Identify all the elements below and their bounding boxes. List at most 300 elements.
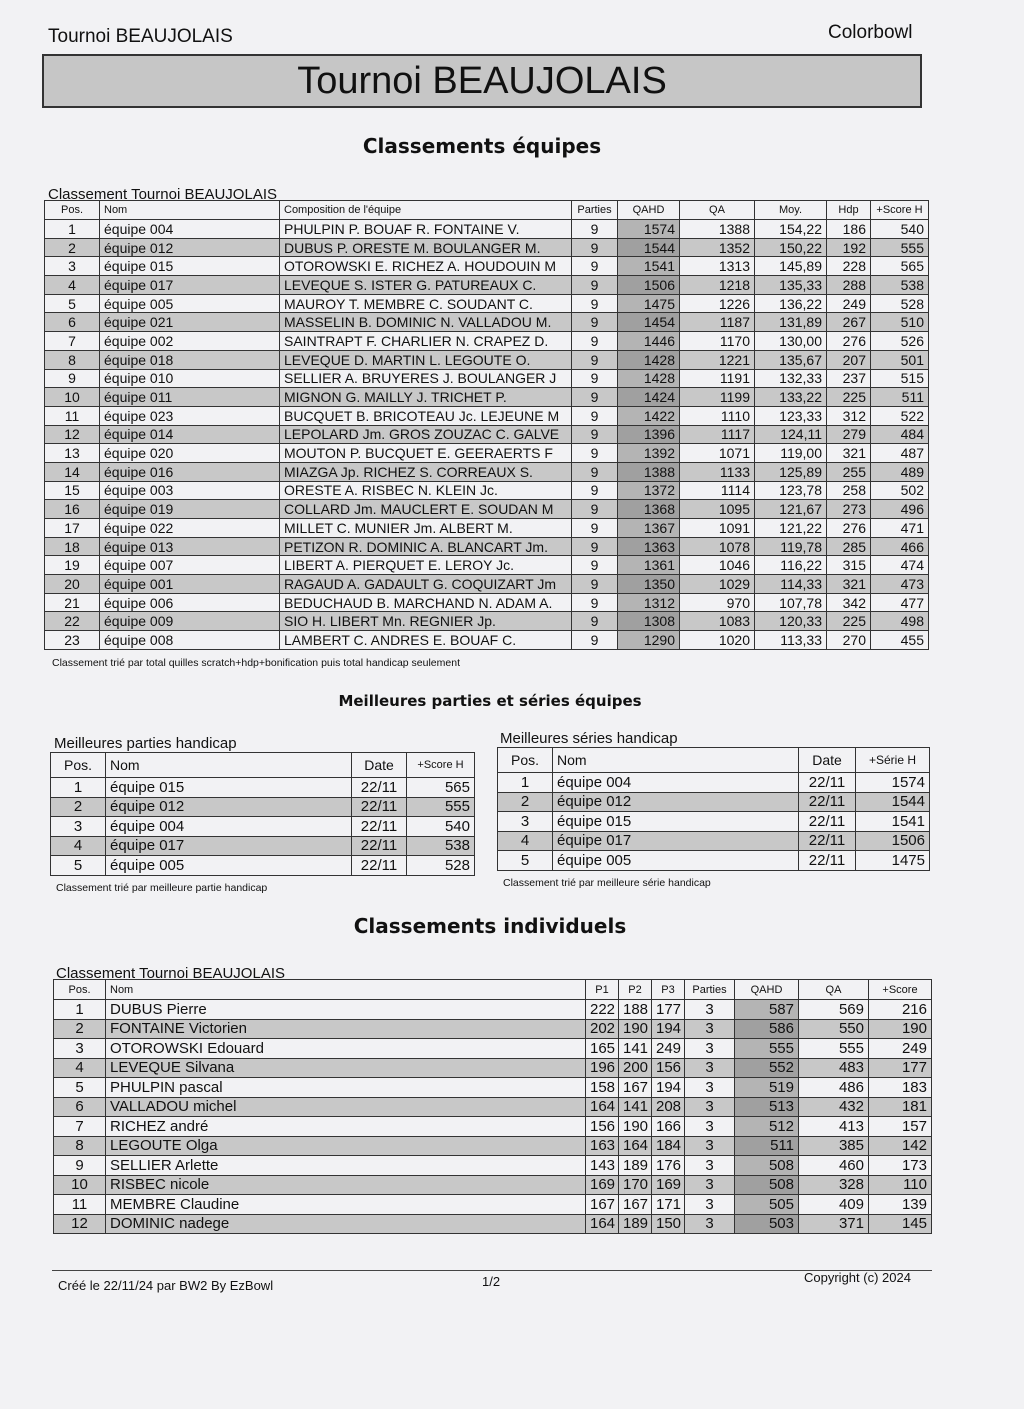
table-cell: 587 bbox=[735, 1000, 799, 1020]
best-series-note: Classement trié par meilleure série handicap bbox=[503, 877, 711, 889]
column-header: P1 bbox=[586, 980, 619, 1000]
table-cell: 150 bbox=[652, 1214, 685, 1234]
table-cell: 1574 bbox=[856, 773, 930, 793]
table-cell: 116,22 bbox=[755, 556, 827, 575]
table-cell: RICHEZ andré bbox=[106, 1117, 586, 1137]
column-header: Nom bbox=[106, 980, 586, 1000]
table-cell: équipe 017 bbox=[106, 836, 352, 856]
table-cell: 502 bbox=[871, 481, 929, 500]
table-cell: 1117 bbox=[680, 425, 755, 444]
table-cell: 3 bbox=[685, 1039, 735, 1059]
table-cell: équipe 020 bbox=[100, 444, 280, 463]
table-cell: 22/11 bbox=[799, 831, 856, 851]
table-cell: 119,78 bbox=[755, 537, 827, 556]
table-cell: 1133 bbox=[680, 462, 755, 481]
table-cell: PHULPIN P. BOUAF R. FONTAINE V. bbox=[280, 220, 572, 239]
table-cell: 176 bbox=[652, 1156, 685, 1176]
table-cell: équipe 012 bbox=[100, 238, 280, 257]
table-cell: 3 bbox=[54, 1039, 106, 1059]
table-cell: 167 bbox=[586, 1195, 619, 1215]
table-cell: FONTAINE Victorien bbox=[106, 1019, 586, 1039]
table-cell: 125,89 bbox=[755, 462, 827, 481]
table-row bbox=[54, 1097, 932, 1117]
table-cell: 5 bbox=[54, 1078, 106, 1098]
table-cell: 460 bbox=[799, 1156, 869, 1176]
table-cell: 3 bbox=[685, 1000, 735, 1020]
table-cell: LEPOLARD Jm. GROS ZOUZAC C. GALVE bbox=[280, 425, 572, 444]
best-series-table bbox=[497, 747, 930, 871]
table-cell: RISBEC nicole bbox=[106, 1175, 586, 1195]
table-cell: 130,00 bbox=[755, 332, 827, 351]
table-cell: 276 bbox=[827, 332, 871, 351]
table-cell: 484 bbox=[871, 425, 929, 444]
column-header: QA bbox=[799, 980, 869, 1000]
table-cell: 222 bbox=[586, 1000, 619, 1020]
table-cell: 4 bbox=[45, 276, 100, 295]
table-cell: 9 bbox=[572, 612, 618, 631]
table-cell: 124,11 bbox=[755, 425, 827, 444]
best-section-title: Meilleures parties et séries équipes bbox=[338, 692, 642, 710]
table-cell: COLLARD Jm. MAUCLERT E. SOUDAN M bbox=[280, 500, 572, 519]
table-cell: 279 bbox=[827, 425, 871, 444]
table-cell: LEVEQUE Silvana bbox=[106, 1058, 586, 1078]
table-cell: 4 bbox=[498, 831, 553, 851]
table-cell: 501 bbox=[871, 350, 929, 369]
table-cell: 9 bbox=[572, 519, 618, 538]
table-cell: 21 bbox=[45, 593, 100, 612]
table-cell: 249 bbox=[869, 1039, 932, 1059]
table-cell: 1 bbox=[45, 220, 100, 239]
table-cell: 123,78 bbox=[755, 481, 827, 500]
table-cell: 3 bbox=[685, 1058, 735, 1078]
table-cell: équipe 007 bbox=[100, 556, 280, 575]
table-cell: 169 bbox=[586, 1175, 619, 1195]
table-row bbox=[498, 792, 930, 812]
table-row bbox=[51, 778, 475, 798]
table-cell: 3 bbox=[685, 1156, 735, 1176]
table-cell: 167 bbox=[619, 1078, 652, 1098]
column-header: Pos. bbox=[45, 201, 100, 220]
table-cell: 1221 bbox=[680, 350, 755, 369]
table-cell: 503 bbox=[735, 1214, 799, 1234]
table-cell: 1368 bbox=[618, 500, 680, 519]
table-cell: 3 bbox=[685, 1078, 735, 1098]
table-cell: 9 bbox=[572, 462, 618, 481]
table-row bbox=[45, 425, 929, 444]
table-cell: MAUROY T. MEMBRE C. SOUDANT C. bbox=[280, 294, 572, 313]
table-cell: 3 bbox=[685, 1117, 735, 1137]
table-cell: 1506 bbox=[856, 831, 930, 851]
table-cell: 586 bbox=[735, 1019, 799, 1039]
table-cell: 1020 bbox=[680, 631, 755, 650]
table-cell: 145 bbox=[869, 1214, 932, 1234]
table-cell: 22/11 bbox=[799, 851, 856, 871]
table-cell: 157 bbox=[869, 1117, 932, 1137]
table-cell: 177 bbox=[869, 1058, 932, 1078]
table-cell: 1 bbox=[51, 778, 106, 798]
table-cell: équipe 017 bbox=[553, 831, 799, 851]
table-cell: 202 bbox=[586, 1019, 619, 1039]
table-cell: 5 bbox=[498, 851, 553, 871]
table-row bbox=[498, 851, 930, 871]
column-header: P2 bbox=[619, 980, 652, 1000]
table-cell: 120,33 bbox=[755, 612, 827, 631]
table-cell: 163 bbox=[586, 1136, 619, 1156]
table-cell: 1187 bbox=[680, 313, 755, 332]
table-cell: 1029 bbox=[680, 575, 755, 594]
table-cell: 1372 bbox=[618, 481, 680, 500]
banner-title: Tournoi BEAUJOLAIS bbox=[42, 54, 922, 108]
table-cell: 158 bbox=[586, 1078, 619, 1098]
best-games-subtitle: Meilleures parties handicap bbox=[54, 735, 237, 752]
table-cell: 9 bbox=[572, 556, 618, 575]
table-cell: équipe 019 bbox=[100, 500, 280, 519]
table-cell: équipe 016 bbox=[100, 462, 280, 481]
table-cell: 3 bbox=[45, 257, 100, 276]
table-cell: 508 bbox=[735, 1175, 799, 1195]
table-cell: 270 bbox=[827, 631, 871, 650]
table-cell: équipe 005 bbox=[106, 856, 352, 876]
table-cell: 477 bbox=[871, 593, 929, 612]
table-row bbox=[498, 773, 930, 793]
table-cell: 113,33 bbox=[755, 631, 827, 650]
table-cell: 267 bbox=[827, 313, 871, 332]
table-cell: 1544 bbox=[618, 238, 680, 257]
table-cell: PHULPIN pascal bbox=[106, 1078, 586, 1098]
table-cell: équipe 014 bbox=[100, 425, 280, 444]
table-cell: 192 bbox=[827, 238, 871, 257]
table-cell: 142 bbox=[869, 1136, 932, 1156]
table-cell: 1083 bbox=[680, 612, 755, 631]
table-cell: 216 bbox=[869, 1000, 932, 1020]
table-cell: équipe 005 bbox=[553, 851, 799, 871]
table-row bbox=[54, 1019, 932, 1039]
table-cell: 123,33 bbox=[755, 406, 827, 425]
table-row bbox=[45, 350, 929, 369]
table-cell: 328 bbox=[799, 1175, 869, 1195]
table-cell: 9 bbox=[572, 350, 618, 369]
table-cell: 190 bbox=[619, 1019, 652, 1039]
table-cell: 9 bbox=[572, 575, 618, 594]
table-cell: 3 bbox=[685, 1214, 735, 1234]
table-row bbox=[45, 313, 929, 332]
table-row bbox=[45, 537, 929, 556]
table-cell: 487 bbox=[871, 444, 929, 463]
table-cell: 183 bbox=[869, 1078, 932, 1098]
table-cell: 9 bbox=[572, 444, 618, 463]
table-cell: 22 bbox=[45, 612, 100, 631]
table-cell: 17 bbox=[45, 519, 100, 538]
table-row bbox=[45, 406, 929, 425]
table-cell: 9 bbox=[572, 238, 618, 257]
table-cell: 528 bbox=[871, 294, 929, 313]
table-cell: 1541 bbox=[856, 812, 930, 832]
table-cell: OTOROWSKI E. RICHEZ A. HOUDOUIN M bbox=[280, 257, 572, 276]
teams-table bbox=[44, 200, 929, 650]
table-row bbox=[45, 519, 929, 538]
best-series-subtitle: Meilleures séries handicap bbox=[500, 730, 678, 747]
table-row bbox=[54, 1136, 932, 1156]
table-cell: 1428 bbox=[618, 350, 680, 369]
table-row bbox=[45, 556, 929, 575]
table-cell: 565 bbox=[407, 778, 475, 798]
table-cell: 4 bbox=[51, 836, 106, 856]
table-cell: 10 bbox=[54, 1175, 106, 1195]
column-header: QA bbox=[680, 201, 755, 220]
table-cell: 9 bbox=[572, 593, 618, 612]
table-cell: 321 bbox=[827, 575, 871, 594]
table-cell: 6 bbox=[54, 1097, 106, 1117]
table-cell: LEVEQUE S. ISTER G. PATUREAUX C. bbox=[280, 276, 572, 295]
table-cell: 16 bbox=[45, 500, 100, 519]
column-header: +Score H bbox=[871, 201, 929, 220]
table-cell: 181 bbox=[869, 1097, 932, 1117]
table-row bbox=[45, 238, 929, 257]
table-cell: 569 bbox=[799, 1000, 869, 1020]
table-cell: 409 bbox=[799, 1195, 869, 1215]
table-row bbox=[45, 481, 929, 500]
table-cell: équipe 022 bbox=[100, 519, 280, 538]
table-cell: 565 bbox=[871, 257, 929, 276]
footer-copyright: Copyright (c) 2024 bbox=[804, 1270, 911, 1285]
table-cell: 552 bbox=[735, 1058, 799, 1078]
table-row bbox=[54, 1000, 932, 1020]
table-cell: 1046 bbox=[680, 556, 755, 575]
column-header: Pos. bbox=[498, 748, 553, 773]
table-cell: 510 bbox=[871, 313, 929, 332]
table-cell: BUCQUET B. BRICOTEAU Jc. LEJEUNE M bbox=[280, 406, 572, 425]
column-header: Composition de l'équipe bbox=[280, 201, 572, 220]
table-cell: 1454 bbox=[618, 313, 680, 332]
table-cell: 145,89 bbox=[755, 257, 827, 276]
table-cell: 107,78 bbox=[755, 593, 827, 612]
table-cell: 8 bbox=[45, 350, 100, 369]
table-cell: 1367 bbox=[618, 519, 680, 538]
table-cell: 3 bbox=[685, 1195, 735, 1215]
table-cell: 11 bbox=[54, 1195, 106, 1215]
table-cell: 3 bbox=[685, 1136, 735, 1156]
table-row bbox=[45, 593, 929, 612]
table-cell: LAMBERT C. ANDRES E. BOUAF C. bbox=[280, 631, 572, 650]
table-cell: 143 bbox=[586, 1156, 619, 1176]
table-row bbox=[54, 1058, 932, 1078]
best-games-table bbox=[50, 752, 475, 876]
footer-created: Créé le 22/11/24 par BW2 By EzBowl bbox=[58, 1278, 274, 1293]
table-cell: 1446 bbox=[618, 332, 680, 351]
table-cell: 170 bbox=[619, 1175, 652, 1195]
table-cell: 1078 bbox=[680, 537, 755, 556]
table-cell: 528 bbox=[407, 856, 475, 876]
table-cell: 9 bbox=[572, 406, 618, 425]
table-cell: 154,22 bbox=[755, 220, 827, 239]
column-header: +Score H bbox=[407, 753, 475, 778]
table-cell: 538 bbox=[871, 276, 929, 295]
table-row bbox=[54, 1117, 932, 1137]
table-cell: 164 bbox=[619, 1136, 652, 1156]
column-header: QAHD bbox=[735, 980, 799, 1000]
table-cell: 413 bbox=[799, 1117, 869, 1137]
table-cell: équipe 015 bbox=[106, 778, 352, 798]
table-cell: 7 bbox=[45, 332, 100, 351]
table-cell: DUBUS P. ORESTE M. BOULANGER M. bbox=[280, 238, 572, 257]
table-row bbox=[45, 575, 929, 594]
table-cell: MIGNON G. MAILLY J. TRICHET P. bbox=[280, 388, 572, 407]
table-cell: équipe 005 bbox=[100, 294, 280, 313]
table-cell: 1475 bbox=[856, 851, 930, 871]
table-cell: 555 bbox=[735, 1039, 799, 1059]
table-cell: 1424 bbox=[618, 388, 680, 407]
table-cell: 1396 bbox=[618, 425, 680, 444]
table-cell: 184 bbox=[652, 1136, 685, 1156]
table-cell: 3 bbox=[498, 812, 553, 832]
table-cell: 194 bbox=[652, 1078, 685, 1098]
table-cell: 135,67 bbox=[755, 350, 827, 369]
table-cell: 288 bbox=[827, 276, 871, 295]
individual-table bbox=[53, 979, 932, 1234]
table-cell: 23 bbox=[45, 631, 100, 650]
table-cell: 471 bbox=[871, 519, 929, 538]
table-cell: 139 bbox=[869, 1195, 932, 1215]
table-row bbox=[45, 388, 929, 407]
table-cell: 15 bbox=[45, 481, 100, 500]
table-cell: 9 bbox=[572, 425, 618, 444]
table-cell: 1313 bbox=[680, 257, 755, 276]
column-header: Date bbox=[352, 753, 407, 778]
table-cell: ORESTE A. RISBEC N. KLEIN Jc. bbox=[280, 481, 572, 500]
table-cell: MEMBRE Claudine bbox=[106, 1195, 586, 1215]
teams-sort-note: Classement trié par total quilles scratch+hdp+bonification puis total handicap seulement bbox=[52, 657, 460, 669]
table-cell: 173 bbox=[869, 1156, 932, 1176]
table-cell: MASSELIN B. DOMINIC N. VALLADOU M. bbox=[280, 313, 572, 332]
table-cell: 228 bbox=[827, 257, 871, 276]
table-cell: équipe 002 bbox=[100, 332, 280, 351]
column-header: +Série H bbox=[856, 748, 930, 773]
table-cell: 1388 bbox=[618, 462, 680, 481]
column-header: Nom bbox=[553, 748, 799, 773]
table-cell: 135,33 bbox=[755, 276, 827, 295]
table-cell: 188 bbox=[619, 1000, 652, 1020]
table-cell: 9 bbox=[572, 500, 618, 519]
table-cell: équipe 004 bbox=[100, 220, 280, 239]
table-cell: 496 bbox=[871, 500, 929, 519]
table-cell: 20 bbox=[45, 575, 100, 594]
table-cell: 498 bbox=[871, 612, 929, 631]
table-cell: MOUTON P. BUCQUET E. GEERAERTS F bbox=[280, 444, 572, 463]
table-cell: 171 bbox=[652, 1195, 685, 1215]
table-cell: 136,22 bbox=[755, 294, 827, 313]
table-cell: 3 bbox=[51, 817, 106, 837]
table-cell: équipe 015 bbox=[100, 257, 280, 276]
table-cell: 9 bbox=[572, 220, 618, 239]
column-header: Pos. bbox=[54, 980, 106, 1000]
table-cell: 511 bbox=[735, 1136, 799, 1156]
table-cell: 486 bbox=[799, 1078, 869, 1098]
table-cell: 555 bbox=[871, 238, 929, 257]
table-cell: 110 bbox=[869, 1175, 932, 1195]
table-cell: 6 bbox=[45, 313, 100, 332]
table-cell: 513 bbox=[735, 1097, 799, 1117]
table-cell: équipe 012 bbox=[553, 792, 799, 812]
table-cell: 1506 bbox=[618, 276, 680, 295]
table-cell: 312 bbox=[827, 406, 871, 425]
table-cell: 9 bbox=[572, 388, 618, 407]
table-cell: 1308 bbox=[618, 612, 680, 631]
table-cell: 1350 bbox=[618, 575, 680, 594]
table-cell: 1475 bbox=[618, 294, 680, 313]
table-cell: 1091 bbox=[680, 519, 755, 538]
table-cell: 1428 bbox=[618, 369, 680, 388]
table-cell: 10 bbox=[45, 388, 100, 407]
table-cell: 1312 bbox=[618, 593, 680, 612]
table-cell: 141 bbox=[619, 1039, 652, 1059]
table-cell: 1114 bbox=[680, 481, 755, 500]
table-cell: 165 bbox=[586, 1039, 619, 1059]
table-row bbox=[54, 1214, 932, 1234]
table-cell: 121,67 bbox=[755, 500, 827, 519]
table-cell: 22/11 bbox=[799, 773, 856, 793]
table-cell: 483 bbox=[799, 1058, 869, 1078]
table-row bbox=[54, 1175, 932, 1195]
table-row bbox=[54, 1078, 932, 1098]
column-header: Nom bbox=[106, 753, 352, 778]
table-cell: 508 bbox=[735, 1156, 799, 1176]
table-cell: 489 bbox=[871, 462, 929, 481]
table-cell: 505 bbox=[735, 1195, 799, 1215]
table-cell: PETIZON R. DOMINIC A. BLANCART Jm. bbox=[280, 537, 572, 556]
table-cell: 540 bbox=[871, 220, 929, 239]
table-cell: équipe 017 bbox=[100, 276, 280, 295]
table-cell: 167 bbox=[619, 1195, 652, 1215]
table-cell: 9 bbox=[572, 631, 618, 650]
table-row bbox=[51, 856, 475, 876]
table-row bbox=[45, 444, 929, 463]
table-cell: 555 bbox=[407, 797, 475, 817]
table-cell: 237 bbox=[827, 369, 871, 388]
table-cell: 119,00 bbox=[755, 444, 827, 463]
table-row bbox=[51, 797, 475, 817]
table-cell: équipe 015 bbox=[553, 812, 799, 832]
table-cell: 342 bbox=[827, 593, 871, 612]
table-cell: 3 bbox=[685, 1097, 735, 1117]
table-cell: 9 bbox=[572, 294, 618, 313]
table-cell: SAINTRAPT F. CHARLIER N. CRAPEZ D. bbox=[280, 332, 572, 351]
table-cell: 1071 bbox=[680, 444, 755, 463]
table-row bbox=[45, 631, 929, 650]
table-cell: 189 bbox=[619, 1156, 652, 1176]
table-cell: 5 bbox=[45, 294, 100, 313]
table-cell: équipe 012 bbox=[106, 797, 352, 817]
table-cell: 540 bbox=[407, 817, 475, 837]
table-cell: 190 bbox=[869, 1019, 932, 1039]
table-cell: équipe 010 bbox=[100, 369, 280, 388]
table-cell: DOMINIC nadege bbox=[106, 1214, 586, 1234]
table-cell: 9 bbox=[45, 369, 100, 388]
table-cell: 12 bbox=[54, 1214, 106, 1234]
table-cell: 9 bbox=[572, 332, 618, 351]
table-cell: RAGAUD A. GADAULT G. COQUIZART Jm bbox=[280, 575, 572, 594]
table-cell: 473 bbox=[871, 575, 929, 594]
table-cell: 1574 bbox=[618, 220, 680, 239]
table-cell: 1191 bbox=[680, 369, 755, 388]
table-cell: 315 bbox=[827, 556, 871, 575]
table-cell: 114,33 bbox=[755, 575, 827, 594]
column-header: Hdp bbox=[827, 201, 871, 220]
table-cell: 156 bbox=[652, 1058, 685, 1078]
table-cell: MIAZGA Jp. RICHEZ S. CORREAUX S. bbox=[280, 462, 572, 481]
table-row bbox=[45, 500, 929, 519]
table-cell: 208 bbox=[652, 1097, 685, 1117]
table-cell: SIO H. LIBERT Mn. REGNIER Jp. bbox=[280, 612, 572, 631]
